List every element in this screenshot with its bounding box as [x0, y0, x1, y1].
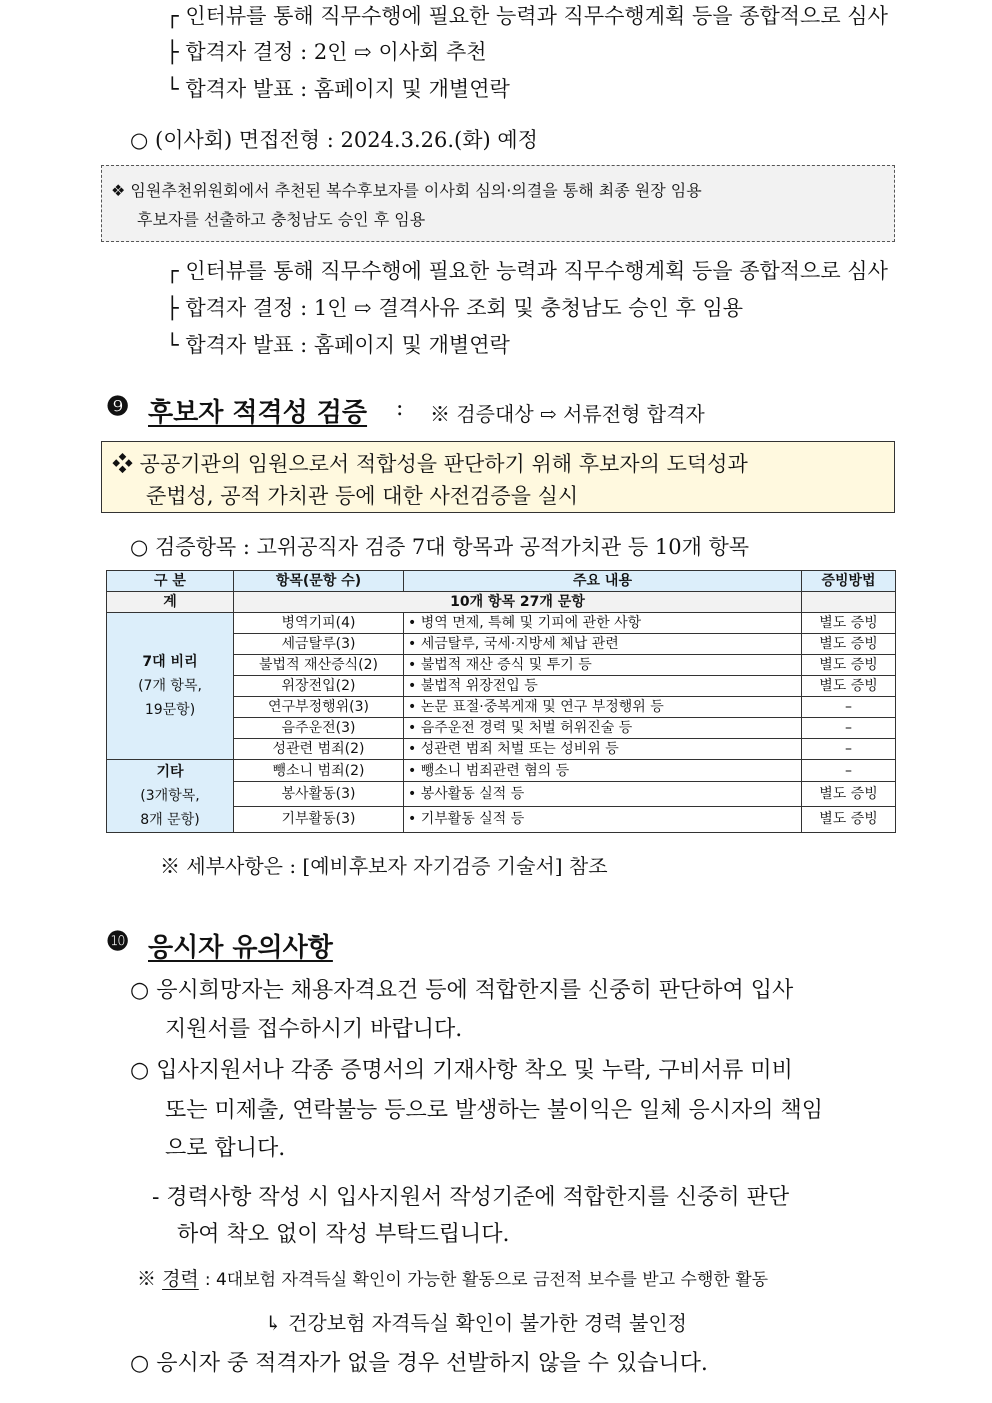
section10-dash-line-2: 하여 착오 없이 작성 부탁드립니다.	[177, 1222, 510, 1247]
row-content: • 병역 면제, 특혜 및 기피에 관한 사항	[404, 613, 802, 634]
header-content: 주요 내용	[404, 571, 802, 592]
section10-title: 응시자 유의사항	[148, 933, 333, 963]
row-proof: –	[802, 718, 896, 739]
section10-dash-line-1: - 경력사항 작성 시 입사지원서 작성기준에 적합한지를 신중히 판단	[152, 1185, 790, 1210]
row-item: 음주운전(3)	[234, 718, 404, 739]
board-interview-note-line-2: 후보자를 선출하고 충청남도 승인 후 임용	[137, 210, 426, 229]
group2-sub-1: (3개항목,	[140, 788, 200, 804]
section9-note-line-2: 준법성, 공적 가치관 등에 대한 사전검증을 실시	[146, 484, 579, 508]
row-proof: 별도 증빙	[802, 806, 896, 832]
group2-sub-2: 8개 문항)	[140, 812, 200, 828]
group1-name: 7대 비리	[142, 654, 198, 670]
group1-category	[107, 613, 234, 760]
row-content: • 봉사활동 실적 등	[404, 782, 802, 806]
row-content: • 세금탈루, 국세·지방세 체납 관련	[404, 634, 802, 655]
section9-items-line: ○ 검증항목 : 고위공직자 검증 7대 항목과 공적가치관 등 10개 항목	[130, 535, 750, 559]
total-value: 10개 항목 27개 문항	[234, 592, 802, 613]
group1-sub-2: 19문항)	[144, 702, 196, 718]
section9-colon: :	[396, 396, 404, 421]
row-proof: –	[802, 760, 896, 782]
header-item: 항목(문항 수)	[234, 571, 404, 592]
row-proof: 별도 증빙	[802, 782, 896, 806]
career-note-mark: ※	[137, 1268, 157, 1290]
header-proof: 증빙방법	[802, 571, 896, 592]
row-proof: 별도 증빙	[802, 655, 896, 676]
row-proof: –	[802, 697, 896, 718]
group2-category	[107, 760, 234, 833]
row-proof: 별도 증빙	[802, 613, 896, 634]
section9-note-box	[101, 441, 895, 513]
board-interview-note-line-1: ❖ 임원추천위원회에서 추천된 복수후보자를 이사회 심의·의결을 통해 최종 원장 임용	[111, 181, 702, 200]
career-note-word: 경력	[162, 1268, 199, 1290]
group2-name: 기타	[156, 764, 184, 780]
row-content: • 성관련 범죄 처벌 또는 성비위 등	[404, 739, 802, 760]
board-interview-line-2: ├ 합격자 결정 : 1인 ⇨ 결격사유 조회 및 충청남도 승인 후 임용	[166, 296, 744, 320]
section10-number: ❿	[106, 927, 130, 957]
table-row	[107, 613, 896, 634]
section9-note-line-1: ❖ 공공기관의 임원으로서 적합성을 판단하기 위해 후보자의 도덕성과	[112, 452, 748, 476]
row-content: • 기부활동 실적 등	[404, 806, 802, 832]
total-label: 계	[107, 592, 234, 613]
row-content: • 뺑소니 범죄관련 혐의 등	[404, 760, 802, 782]
board-interview-title: ○ (이사회) 면접전형 : 2024.3.26.(화) 예정	[130, 128, 538, 152]
row-item: 위장전입(2)	[234, 676, 404, 697]
table-row	[107, 760, 896, 782]
row-proof: –	[802, 739, 896, 760]
group1-sub-1: (7개 항목,	[138, 678, 202, 694]
row-content: • 논문 표절·중복게재 및 연구 부정행위 등	[404, 697, 802, 718]
career-note	[137, 1264, 768, 1291]
row-item: 병역기피(4)	[234, 613, 404, 634]
section10-p1-line-2: 지원서를 접수하시기 바랍니다.	[165, 1017, 463, 1042]
board-interview-note-box	[101, 165, 895, 242]
interview-line-1: ┌ 인터뷰를 통해 직무수행에 필요한 능력과 직무수행계획 등을 종합적으로 심사	[166, 4, 888, 28]
table-header-row	[107, 571, 896, 592]
row-proof: 별도 증빙	[802, 676, 896, 697]
section9-reference-note: ※ 세부사항은 : [예비후보자 자기검증 기술서] 참조	[160, 854, 608, 878]
verification-table	[106, 570, 896, 833]
section9-target: ※ 검증대상 ⇨ 서류전형 합격자	[430, 402, 705, 426]
section9-title: 후보자 적격성 검증	[148, 398, 368, 428]
interview-line-2: ├ 합격자 결정 : 2인 ⇨ 이사회 추천	[166, 40, 487, 64]
row-content: • 불법적 위장전입 등	[404, 676, 802, 697]
header-category: 구 분	[107, 571, 234, 592]
table-total-row	[107, 592, 896, 613]
row-item: 봉사활동(3)	[234, 782, 404, 806]
section10-p1-line-1: ○ 응시희망자는 채용자격요건 등에 적합한지를 신중히 판단하여 입사	[130, 978, 794, 1003]
row-item: 기부활동(3)	[234, 806, 404, 832]
career-note-text: : 4대보험 자격득실 확인이 가능한 활동으로 금전적 보수를 받고 수행한 활동	[204, 1270, 769, 1290]
row-proof: 별도 증빙	[802, 634, 896, 655]
row-item: 연구부정행위(3)	[234, 697, 404, 718]
career-note-sub: ↳ 건강보험 자격득실 확인이 불가한 경력 불인정	[265, 1311, 687, 1335]
section10-p2-line-3: 으로 합니다.	[165, 1136, 286, 1161]
row-item: 성관련 범죄(2)	[234, 739, 404, 760]
section10-p3: ○ 응시자 중 적격자가 없을 경우 선발하지 않을 수 있습니다.	[130, 1351, 708, 1376]
row-item: 뺑소니 범죄(2)	[234, 760, 404, 782]
row-content: • 음주운전 경력 및 처벌 허위진술 등	[404, 718, 802, 739]
interview-line-3: └ 합격자 발표 : 홈페이지 및 개별연락	[166, 77, 510, 101]
row-content: • 불법적 재산 증식 및 투기 등	[404, 655, 802, 676]
board-interview-line-3: └ 합격자 발표 : 홈페이지 및 개별연락	[166, 333, 510, 357]
board-interview-line-1: ┌ 인터뷰를 통해 직무수행에 필요한 능력과 직무수행계획 등을 종합적으로 심사	[166, 259, 888, 283]
total-proof-empty	[802, 592, 896, 613]
row-item: 불법적 재산증식(2)	[234, 655, 404, 676]
section9-number: ❾	[106, 392, 130, 422]
row-item: 세금탈루(3)	[234, 634, 404, 655]
section10-p2-line-2: 또는 미제출, 연락불능 등으로 발생하는 불이익은 일체 응시자의 책임	[165, 1098, 823, 1123]
section10-p2-line-1: ○ 입사지원서나 각종 증명서의 기재사항 착오 및 누락, 구비서류 미비	[130, 1058, 793, 1083]
